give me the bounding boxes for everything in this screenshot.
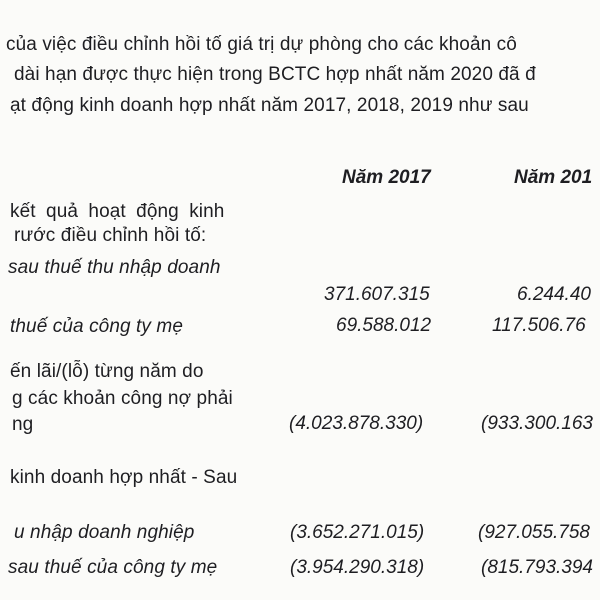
row1-value-2018: 6.244.40 bbox=[517, 284, 591, 305]
row1-label: sau thuế thu nhập doanh bbox=[8, 257, 221, 278]
row4-value-2018: (927.055.758 bbox=[478, 522, 590, 543]
intro-line-2: dài hạn được thực hiện trong BCTC hợp nhất năm 2020 đã đ bbox=[14, 64, 536, 85]
row3-value-2017: (4.023.878.330) bbox=[289, 413, 424, 434]
intro-line-1: của việc điều chỉnh hồi tố giá trị dự phòng cho các khoản cô bbox=[6, 34, 517, 55]
column-header-2018: Năm 201 bbox=[514, 167, 593, 188]
row3-value-2018: (933.300.163 bbox=[481, 413, 593, 434]
column-header-2017: Năm 2017 bbox=[342, 167, 431, 188]
section2-label: kinh doanh hợp nhất - Sau bbox=[10, 467, 238, 488]
row2-value-2017: 69.588.012 bbox=[336, 315, 432, 336]
row3-label-line-2: g các khoản công nợ phải bbox=[12, 388, 233, 409]
row1-value-2017: 371.607.315 bbox=[324, 284, 430, 305]
row2-label: thuế của công ty mẹ bbox=[10, 316, 184, 337]
row2-value-2018: 117.506.76 bbox=[492, 315, 586, 336]
row3-label-line-1: ến lãi/(lỗ) từng năm do bbox=[10, 361, 204, 382]
intro-line-3: ạt động kinh doanh hợp nhất năm 2017, 2018, 2019 như sau bbox=[10, 95, 529, 116]
row4-value-2017: (3.652.271.015) bbox=[290, 522, 425, 543]
row5-value-2018: (815.793.394 bbox=[481, 557, 593, 578]
section1-label-line-2: rước điều chỉnh hồi tố: bbox=[14, 225, 207, 246]
section1-label-line-1: kết quả hoạt động kinh bbox=[10, 201, 225, 222]
row4-label: u nhập doanh nghiệp bbox=[14, 522, 195, 543]
row3-label-line-3: ng bbox=[12, 414, 34, 435]
row5-label: sau thuế của công ty mẹ bbox=[8, 557, 218, 578]
row5-value-2017: (3.954.290.318) bbox=[290, 557, 425, 578]
